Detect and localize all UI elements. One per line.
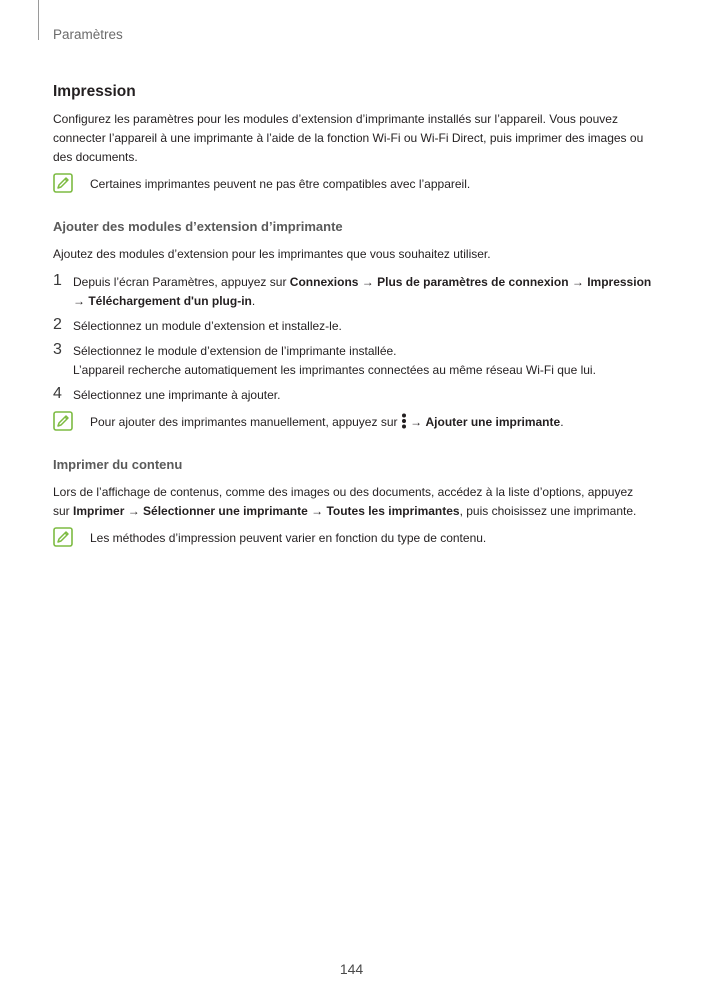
arrow: → [307, 504, 327, 518]
step-2 [53, 317, 653, 336]
header-rule [38, 0, 39, 40]
punctuation: . [251, 294, 256, 308]
menu-download-plugin: Téléchargement d'un plug-in [88, 294, 252, 308]
step-1 [53, 273, 653, 311]
step-4 [53, 386, 653, 405]
page-number: 144 [339, 961, 364, 977]
note-text: Certaines imprimantes peuvent ne pas être compatibles avec l’appareil. [90, 177, 471, 191]
section-title: Impression [53, 83, 136, 100]
arrow: → [358, 275, 378, 289]
step-number: 3 [53, 341, 62, 358]
note-compatibility [53, 175, 653, 195]
section-intro: Configurez les paramètres pour les modules d’extension d’imprimante installés sur l’appareil. Vous pouvez connecter l’appareil à une imprimante à l’aide de la fonction Wi-Fi ou Wi-Fi Direct, puis imprimer des images ou des documents. [53, 112, 644, 164]
arrow: → [568, 275, 588, 289]
step-3 [53, 342, 653, 380]
step-detail: L’appareil recherche automatiquement les imprimantes connectées au même réseau Wi-Fi que lui. [73, 363, 596, 377]
print-text: Lors de l’affichage de contenus, comme des images ou des documents, accédez à la liste d’options, appuyez sur [53, 485, 634, 518]
punctuation: . [560, 415, 564, 429]
step-text: Sélectionnez une imprimante à ajouter. [73, 388, 281, 402]
note-pencil-icon [53, 527, 73, 547]
menu-impression: Impression [587, 275, 652, 289]
menu-add-printer: Ajouter une imprimante [425, 415, 561, 429]
plugins-intro: Ajoutez des modules d’extension pour les imprimantes que vous souhaitez utiliser. [53, 247, 491, 261]
step-number: 2 [53, 316, 62, 333]
menu-print: Imprimer [73, 504, 125, 518]
menu-more-connection-settings: Plus de paramètres de connexion [377, 275, 569, 289]
step-number: 1 [53, 272, 62, 289]
note-add-printer [53, 413, 653, 433]
note-text: Les méthodes d’impression peuvent varier en fonction du type de contenu. [90, 531, 487, 545]
print-text-end: , puis choisissez une imprimante. [459, 504, 637, 518]
print-instructions [53, 483, 653, 521]
step-number: 4 [53, 385, 62, 402]
arrow: → [406, 415, 426, 429]
note-pencil-icon [53, 173, 73, 193]
step-text: Sélectionnez un module d’extension et installez-le. [73, 319, 342, 333]
note-print-methods [53, 529, 653, 549]
step-text: Depuis l’écran Paramètres, appuyez sur [73, 275, 290, 289]
arrow: → [124, 504, 144, 518]
header-title: Paramètres [53, 27, 123, 42]
note-text: Pour ajouter des imprimantes manuellement, appuyez sur [90, 415, 401, 429]
menu-connexions: Connexions [289, 275, 359, 289]
menu-select-printer: Sélectionner une imprimante [143, 504, 308, 518]
step-text: Sélectionnez le module d’extension de l’imprimante installée. [73, 344, 397, 358]
note-pencil-icon [53, 411, 73, 431]
steps-list [53, 273, 653, 405]
subsection-title-print: Imprimer du contenu [53, 457, 183, 472]
arrow: → [73, 294, 89, 308]
page-content [53, 82, 653, 549]
menu-all-printers: Toutes les imprimantes [326, 504, 460, 518]
subsection-title-plugins: Ajouter des modules d’extension d’imprimante [53, 219, 343, 234]
